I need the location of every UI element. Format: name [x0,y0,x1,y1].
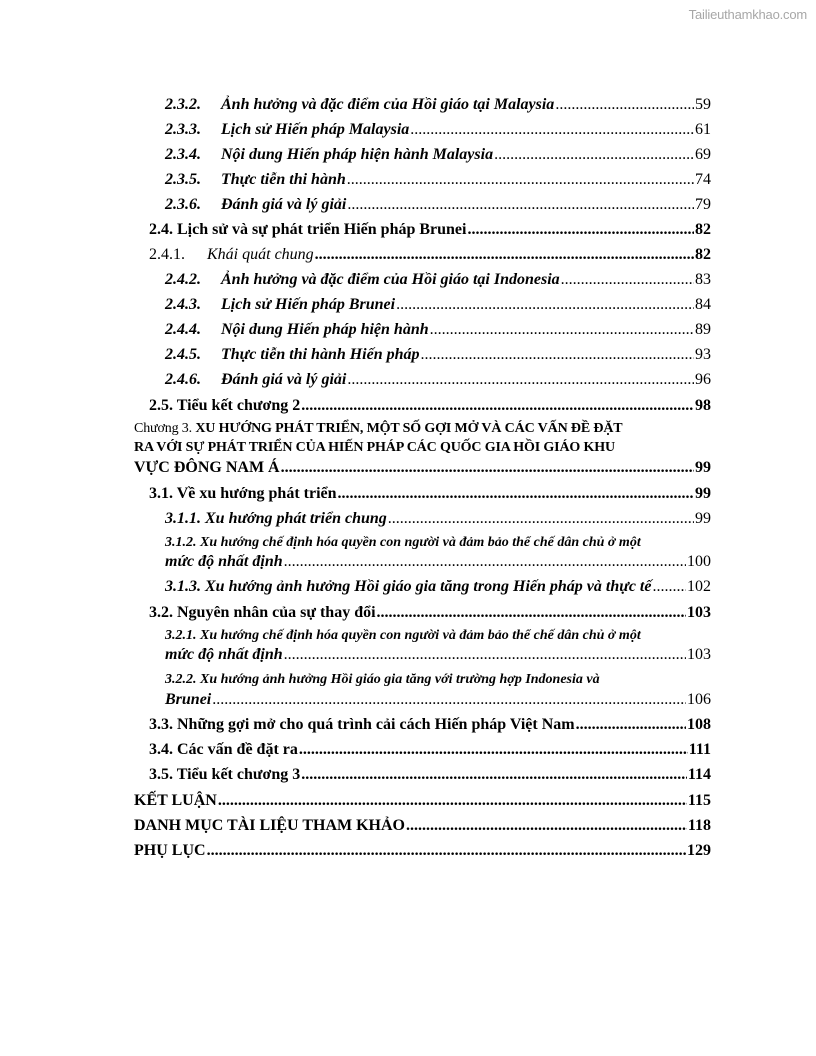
toc-entry-3-2-1-line-1[interactable]: 3.2.1. Xu hướng chế định hóa quyền con người và đảm bảo thể chế dân chủ ở một [165,628,641,643]
toc-entry-2-3-6[interactable]: 2.3.6. Đánh giá và lý giải ..... 79 [165,196,711,212]
chapter-3-heading-line-2[interactable]: RA VỚI SỰ PHÁT TRIỂN CỦA HIẾN PHÁP CÁC QUỐC GIA HỒI GIÁO KHU [134,440,615,455]
toc-entry-ket-luan[interactable]: KẾT LUẬN ..... 115 [134,792,711,808]
toc-entry-2-4-5[interactable]: 2.4.5. Thực tiễn thi hành Hiến pháp ..... 93 [165,346,711,362]
chapter-3-heading-line-3[interactable]: VỰC ĐÔNG NAM Á ..... 99 [134,459,711,475]
toc-entry-3-1-1[interactable]: 3.1.1. Xu hướng phát triển chung ..... 99 [165,510,711,526]
toc-entry-3-2-2-line-1[interactable]: 3.2.2. Xu hướng ảnh hưởng Hồi giáo gia tăng với trường hợp Indonesia và [165,672,600,687]
toc-entry-phu-luc[interactable]: PHỤ LỤC ..... 129 [134,842,711,858]
toc-entry-2-3-5[interactable]: 2.3.5. Thực tiễn thi hành ..... 74 [165,171,711,187]
toc-entry-2-4-4[interactable]: 2.4.4. Nội dung Hiến pháp hiện hành ..... 89 [165,321,711,337]
toc-entry-2-3-2[interactable]: 2.3.2. Ảnh hưởng và đặc điểm của Hồi giáo tại Malaysia ..... 59 [165,96,711,112]
toc-entry-3-3[interactable]: 3.3. Những gợi mở cho quá trình cải cách Hiến pháp Việt Nam ..... 108 [149,716,711,732]
toc-entry-3-4[interactable]: 3.4. Các vấn đề đặt ra ..... 111 [149,741,711,757]
toc-entry-danh-muc[interactable]: DANH MỤC TÀI LIỆU THAM KHẢO ..... 118 [134,817,711,833]
chapter-3-heading-line-1[interactable]: Chương 3. XU HƯỚNG PHÁT TRIỂN, MỘT SỐ GỢI MỞ VÀ CÁC VẤN ĐỀ ĐẶT [134,421,623,436]
toc-entry-3-1[interactable]: 3.1. Về xu hướng phát triển ..... 99 [149,485,711,501]
toc-entry-3-2-2-line-2[interactable]: Brunei ..... 106 [165,691,711,707]
toc-entry-2-4-3[interactable]: 2.4.3. Lịch sử Hiến pháp Brunei ..... 84 [165,296,711,312]
toc-entry-2-5[interactable]: 2.5. Tiểu kết chương 2 ..... 98 [149,397,711,413]
toc-entry-3-1-2-line-1[interactable]: 3.1.2. Xu hướng chế định hóa quyền con người và đảm bảo thể chế dân chủ ở một [165,535,641,550]
toc-entry-3-2[interactable]: 3.2. Nguyên nhân của sự thay đổi ..... 103 [149,604,711,620]
toc-entry-3-2-1-line-2[interactable]: mức độ nhất định ..... 103 [165,646,711,662]
toc-entry-2-3-4[interactable]: 2.3.4. Nội dung Hiến pháp hiện hành Malaysia ..... 69 [165,146,711,162]
toc-entry-3-1-2-line-2[interactable]: mức độ nhất định ..... 100 [165,553,711,569]
toc-entry-2-4-2[interactable]: 2.4.2. Ảnh hưởng và đặc điểm của Hồi giáo tại Indonesia ..... 83 [165,271,711,287]
toc-entry-2-3-3[interactable]: 2.3.3. Lịch sử Hiến pháp Malaysia ..... 61 [165,121,711,137]
toc-entry-2-4-1[interactable]: 2.4.1. Khái quát chung ..... 82 [149,246,711,262]
toc-entry-3-5[interactable]: 3.5. Tiểu kết chương 3 ..... 114 [149,766,711,782]
toc-entry-2-4[interactable]: 2.4. Lịch sử và sự phát triển Hiến pháp Brunei ..... 82 [149,221,711,237]
toc-entry-2-4-6[interactable]: 2.4.6. Đánh giá và lý giải ..... 96 [165,371,711,387]
toc-entry-3-1-3[interactable]: 3.1.3. Xu hướng ảnh hưởng Hồi giáo gia tăng trong Hiến pháp và thực tế ..... 102 [165,578,711,594]
chapter-3-title-bold: XU HƯỚNG PHÁT TRIỂN, MỘT SỐ GỢI MỞ VÀ CÁC VẤN ĐỀ ĐẶT [195,421,623,436]
watermark: Tailieuthamkhao.com [688,7,807,22]
